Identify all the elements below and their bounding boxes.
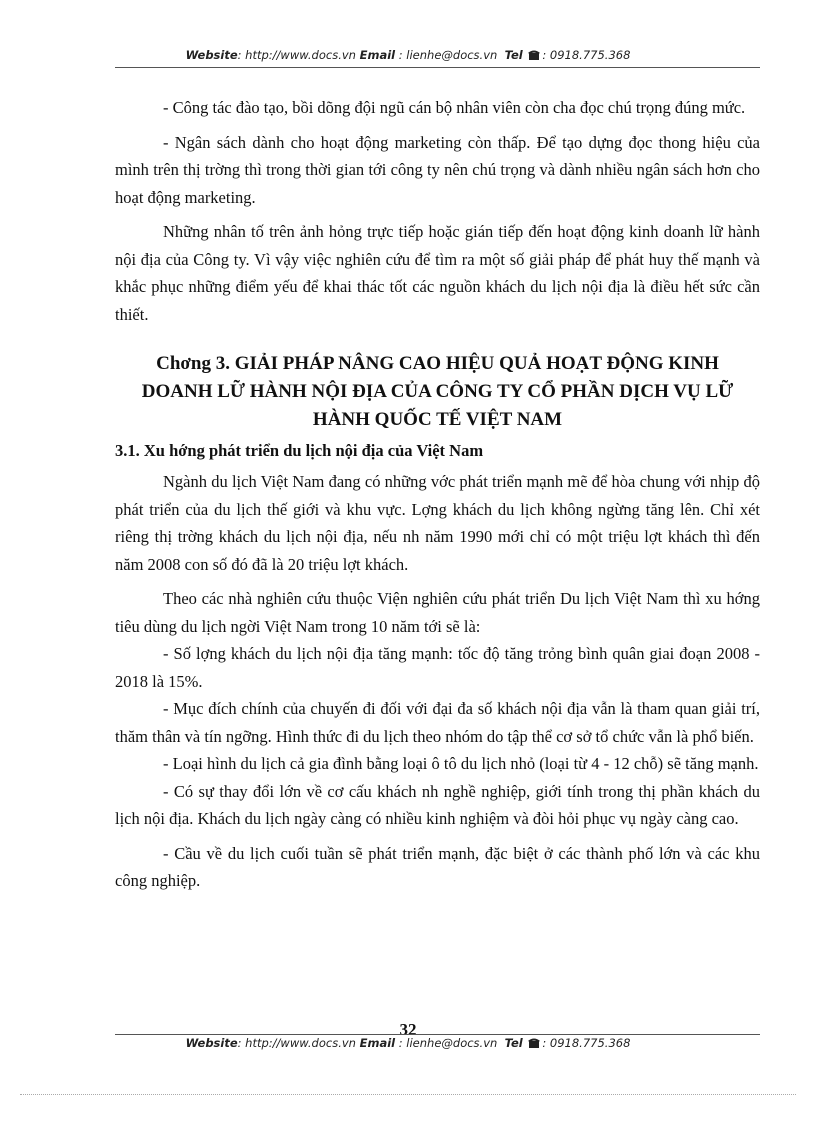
page-footer — [0, 1036, 816, 1050]
footer-email-label: Email — [359, 1036, 396, 1050]
footer-tel-label: Tel — [504, 1036, 523, 1050]
paragraph-industry: Ngành du lịch Việt Nam đang có những vớc phát triển mạnh mẽ để hòa chung với nhịp độ phát triển của du lịch thế giới và khu vực. Lợng khách du lịch không ngừng tăng lên. Chỉ xét riêng thị trờng khách du lịch nội địa, nếu nh năm 1990 mới chỉ có một triệu lợt khách thì đến năm 2008 con số đó đã là 20 triệu lợt khách. — [115, 472, 760, 574]
list-item-domestic-growth: - Số lợng khách du lịch nội địa tăng mạnh: tốc độ tăng trỏng bình quân giai đoạn 2008 - 2018 là 15%. — [115, 644, 760, 691]
paragraph-marketing-budget: - Ngân sách dành cho hoạt động marketing còn thấp. Để tạo dựng đọc thong hiệu của mình trên thị trờng thì trong thời gian tới công ty nên chú trọng và dành nhiều ngân sách hơn cho hoạt động marketing. — [115, 132, 760, 207]
website-url[interactable]: : http://www.docs.vn — [237, 48, 356, 62]
footer-website-url[interactable]: : http://www.docs.vn — [237, 1036, 356, 1050]
list-item-customer-structure: - Có sự thay đổi lớn về cơ cấu khách nh nghề nghiệp, giới tính trong thị phần khách du lịch nội địa. Khách du lịch ngày càng có nhiều kinh nghiệm và đòi hỏi phục vụ ngày càng cao. — [115, 781, 760, 828]
list-item-family-travel: - Loại hình du lịch cả gia đình bằng loại ô tô du lịch nhỏ (loại từ 4 - 12 chỗ) sẽ tăng mạnh. — [163, 754, 759, 773]
tel-label: Tel — [504, 48, 523, 62]
phone-icon — [528, 49, 540, 59]
email-label: Email — [359, 48, 396, 62]
header-divider — [115, 67, 760, 68]
page-number: 32 — [399, 1020, 417, 1039]
page-header — [0, 48, 816, 62]
footer-phone-icon — [528, 1037, 540, 1047]
footer-tel-number: : 0918.775.368 — [542, 1036, 631, 1050]
paragraph-factors: Những nhân tố trên ảnh hỏng trực tiếp hoặc gián tiếp đến hoạt động kinh doanh lữ hành nội địa của Công ty. Vì vậy việc nghiên cứu để tìm ra một số giải pháp để phát huy thế mạnh và khắc phục những điểm yếu để khai thác tốt các nguồn khách du lịch nội địa là điều hết sức cần thiết. — [115, 222, 760, 324]
website-label: Website — [185, 48, 238, 62]
footer-divider — [115, 1034, 760, 1035]
list-item-weekend-demand: - Cầu về du lịch cuối tuần sẽ phát triển mạnh, đặc biệt ở các thành phố lớn và các khu công nghiệp. — [115, 843, 760, 890]
tel-number: : 0918.775.368 — [542, 48, 631, 62]
paragraph-trends-intro: Theo các nhà nghiên cứu thuộc Viện nghiên cứu phát triển Du lịch Việt Nam thì xu hớng tiêu dùng du lịch ngời Việt Nam trong 10 năm tới sẽ là: — [115, 589, 760, 636]
page-bottom-border — [20, 1094, 796, 1095]
document-body — [115, 94, 760, 902]
footer-email-address[interactable]: : lienhe@docs.vn — [398, 1036, 498, 1050]
footer-website-label: Website — [185, 1036, 238, 1050]
list-item-travel-purpose: - Mục đích chính của chuyến đi đối với đại đa số khách nội địa vẫn là tham quan giải trí, thăm thân và tín ngỡng. Hình thức đi du lịch theo nhóm do tập thể cơ sở tổ chức vẫn là phổ biến. — [115, 699, 760, 746]
section-heading: 3.1. Xu hớng phát triển du lịch nội địa của Việt Nam — [115, 441, 484, 460]
paragraph-training: - Công tác đào tạo, bồi dõng đội ngũ cán bộ nhân viên còn cha đọc chú trọng đúng mức. — [163, 98, 746, 117]
email-address[interactable]: : lienhe@docs.vn — [398, 48, 498, 62]
chapter-title: Chơng 3. GIẢI PHÁP NÂNG CAO HIỆU QUẢ HOẠT ĐỘNG KINH DOANH LỮ HÀNH NỘI ĐỊA CỦA CÔNG TY CỔ PHẦN DỊCH VỤ LỮ HÀNH QUỐC TẾ VIỆT NAM — [141, 353, 734, 430]
